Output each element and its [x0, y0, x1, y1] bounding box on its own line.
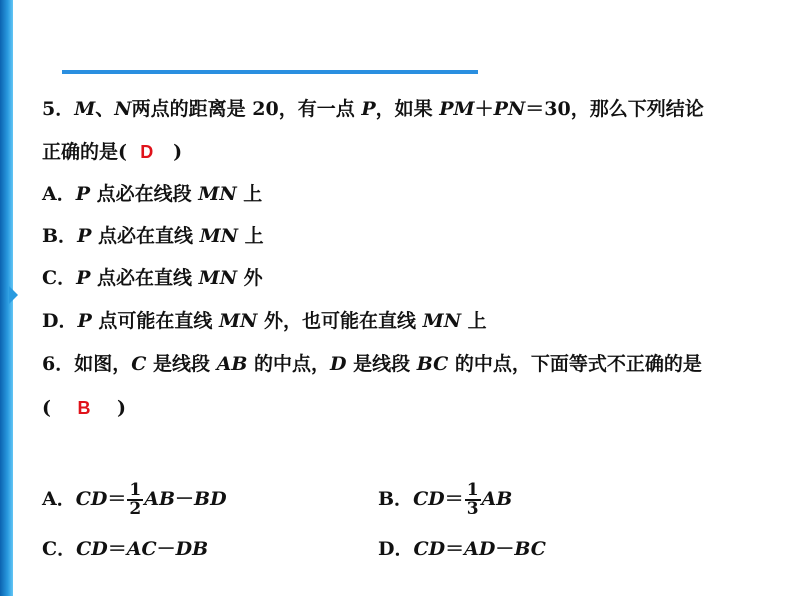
- q5-option-d: D．P 点可能在直线 MN 外，也可能在直线 MN 上: [42, 310, 487, 332]
- q6-line-1: 6．如图，C 是线段 AB 的中点，D 是线段 BC 的中点，下面等式不正确的是: [42, 353, 702, 375]
- q5-option-a: A．P 点必在线段 MN 上: [42, 183, 263, 205]
- q6-answer: B: [77, 398, 91, 418]
- q5-option-c: C．P 点必在直线 MN 外: [42, 267, 263, 289]
- header-rule: [62, 70, 478, 74]
- left-bar-arrow-icon: [9, 286, 18, 304]
- q5-line-2: 正确的是( D ): [42, 141, 183, 163]
- q6-line-2: ( B ): [42, 397, 126, 419]
- q6-option-c: C．CD＝AC－DB: [42, 538, 209, 560]
- q6-option-a: A．CD＝ $\frac{1}{2}$ AB－BD: [42, 480, 227, 519]
- fraction-one-half: $\frac{1}{2}$: [129, 480, 142, 519]
- fraction-one-third: $\frac{1}{3}$: [466, 480, 479, 519]
- q5-option-b: B．P 点必在直线 MN 上: [42, 225, 264, 247]
- q6-option-d: D．CD＝AD－BC: [378, 538, 546, 560]
- q6-option-b: B．CD＝ $\frac{1}{3}$ AB: [378, 480, 513, 519]
- q5-answer: D: [140, 142, 154, 162]
- q5-line-1: 5．M、N两点的距离是 20，有一点 P，如果 PM＋PN＝30，那么下列结论: [42, 98, 704, 120]
